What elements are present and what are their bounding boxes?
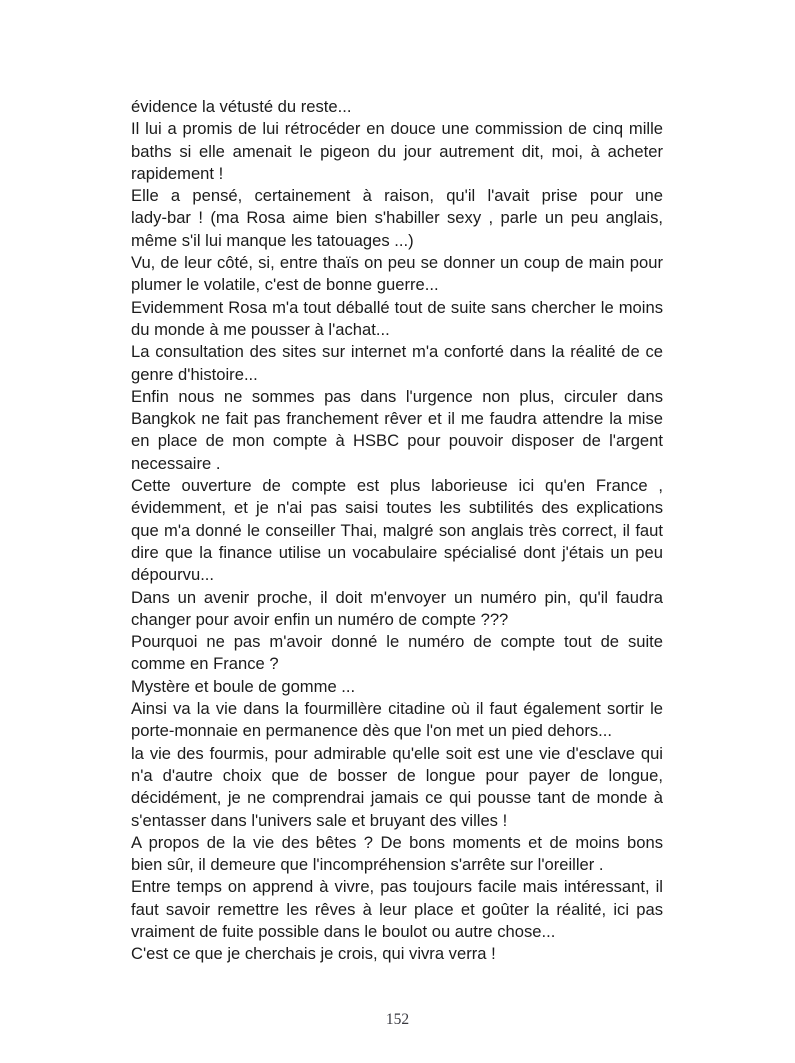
text-line: décidément, je ne comprendrai jamais ce qui pousse tant de monde à	[131, 788, 663, 808]
text-line: que m'a donné le conseiller Thai, malgré son anglais très correct, il faut	[131, 520, 663, 540]
text-line: Enfin nous ne sommes pas dans l'urgence non plus, circuler dans	[131, 386, 663, 406]
text-line: Vu, de leur côté, si, entre thaïs on peu se donner un coup de main pour	[131, 253, 663, 273]
text-line: Pourquoi ne pas m'avoir donné le numéro de compte tout de suite	[131, 632, 663, 652]
text-line: comme en France ?	[131, 654, 279, 674]
text-line: changer pour avoir enfin un numéro de compte ???	[131, 609, 509, 629]
text-line: la vie des fourmis, pour admirable qu'elle soit est une vie d'esclave qui	[131, 743, 663, 763]
text-line: du monde à me pousser à l'achat...	[131, 319, 390, 339]
text-line: Mystère et boule de gomme ...	[131, 676, 356, 696]
text-line: rapidement !	[131, 163, 224, 183]
text-line: Dans un avenir proche, il doit m'envoyer un numéro pin, qu'il faudra	[131, 587, 663, 607]
text-line: baths si elle amenait le pigeon du jour autrement dit, moi, à acheter	[131, 141, 663, 161]
text-line: C'est ce que je cherchais je crois, qui vivra verra !	[131, 944, 496, 964]
text-line: s'entasser dans l'univers sale et bruyant des villes !	[131, 810, 508, 830]
text-line: même s'il lui manque les tatouages ...)	[131, 230, 414, 250]
text-line: necessaire .	[131, 453, 221, 473]
text-line: dire que la finance utilise un vocabulaire spécialisé dont j'étais un peu	[131, 542, 663, 562]
text-line: porte-monnaie en permanence dès que l'on met un pied dehors...	[131, 721, 613, 741]
text-line: Cette ouverture de compte est plus laborieuse ici qu'en France ,	[131, 476, 663, 496]
text-block	[131, 96, 663, 966]
text-line: évidemment, et je n'ai pas saisi toutes les subtilités des explications	[131, 498, 663, 518]
text-line: plumer le volatile, c'est de bonne guerre...	[131, 275, 439, 295]
text-line: vraiment de fuite possible dans le boulot ou autre chose...	[131, 921, 556, 941]
text-line: Ainsi va la vie dans la fourmillère citadine où il faut également sortir le	[131, 699, 663, 719]
page-number: 152	[385, 1011, 410, 1028]
text-line: n'a d'autre choix que de bosser de longue pour payer de longue,	[131, 765, 663, 785]
text-line: dépourvu...	[131, 565, 215, 585]
text-line: Bangkok ne fait pas franchement rêver et il me faudra attendre la mise	[131, 409, 663, 429]
text-line: évidence la vétusté du reste...	[131, 97, 352, 116]
text-line: bien sûr, il demeure que l'incompréhension s'arrête sur l'oreiller .	[131, 855, 604, 875]
text-line: A propos de la vie des bêtes ? De bons moments et de moins bons	[131, 832, 663, 852]
text-line: lady-bar ! (ma Rosa aime bien s'habiller sexy , parle un peu anglais,	[131, 208, 663, 228]
text-line: La consultation des sites sur internet m'a conforté dans la réalité de ce	[131, 342, 663, 362]
text-line: Elle a pensé, certainement à raison, qu'il l'avait prise pour une	[131, 186, 663, 206]
text-line: faut savoir remettre les rêves à leur place et goûter la réalité, ici pas	[131, 899, 663, 919]
text-line: genre d'histoire...	[131, 364, 258, 384]
text-line: Entre temps on apprend à vivre, pas toujours facile mais intéressant, il	[131, 877, 663, 897]
text-line: Il lui a promis de lui rétrocéder en douce une commission de cinq mille	[131, 119, 663, 139]
text-line: Evidemment Rosa m'a tout déballé tout de suite sans chercher le moins	[131, 297, 663, 317]
text-line: en place de mon compte à HSBC pour pouvoir disposer de l'argent	[131, 431, 663, 451]
